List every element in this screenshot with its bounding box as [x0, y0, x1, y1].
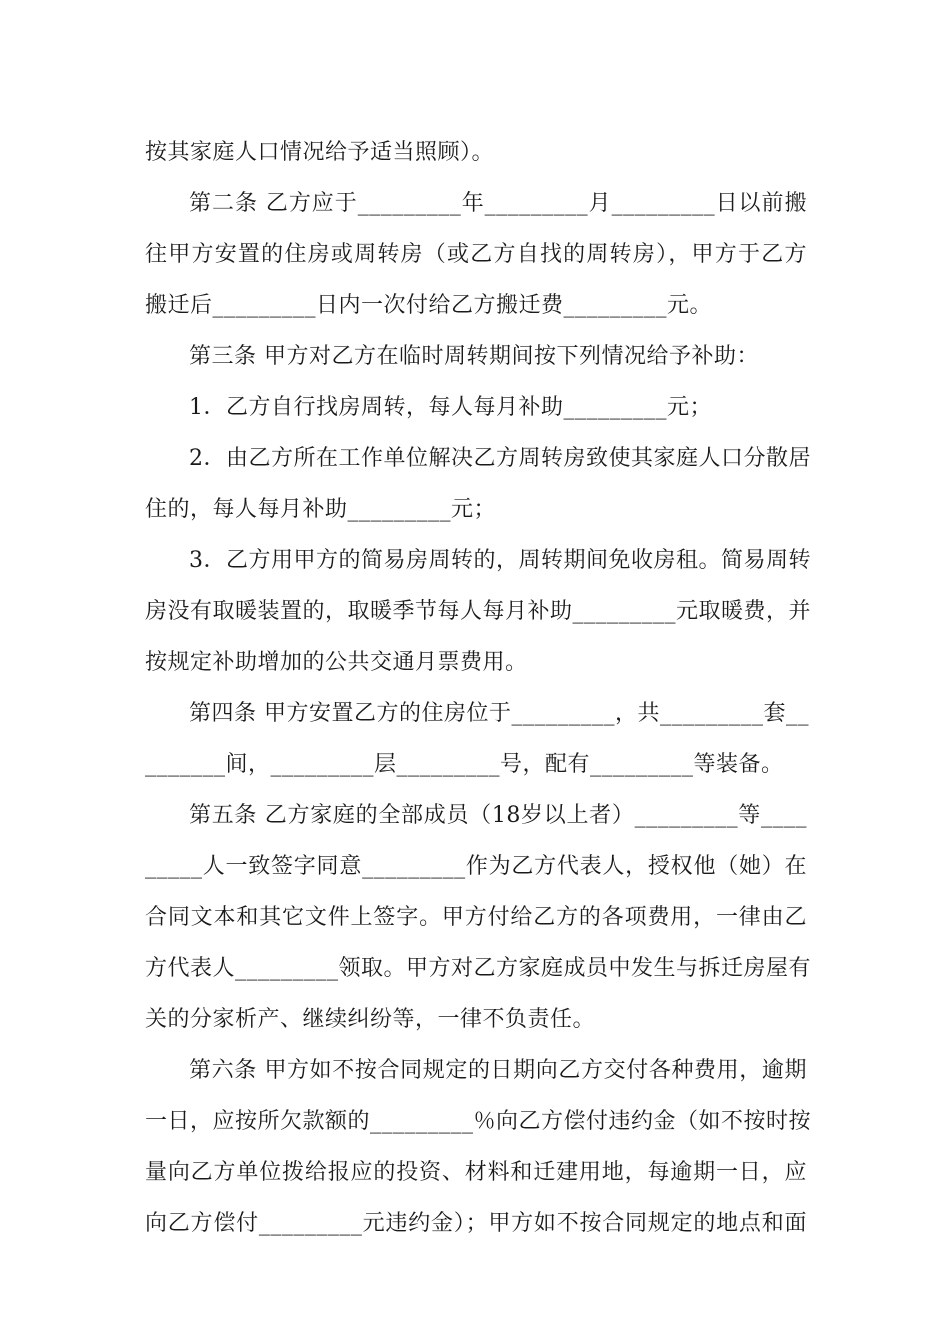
text-line: 一日，应按所欠款额的_________％向乙方偿付违约金（如不按时按	[145, 1109, 812, 1134]
list-item-1: 1．乙方自行找房周转，每人每月补助_________元；	[189, 395, 712, 420]
article-3-line: 第三条 甲方对乙方在临时周转期间按下列情况给予补助：	[189, 344, 759, 369]
text-line: 向乙方偿付_________元违约金）；甲方如不按合同规定的地点和面	[145, 1211, 807, 1236]
list-item-3: 3．乙方用甲方的简易房周转的，周转期间免收房租。简易周转	[189, 548, 811, 573]
text-line: 按其家庭人口情况给予适当照顾）。	[145, 140, 495, 165]
article-5-line: 第五条 乙方家庭的全部成员（18岁以上者）_________等____	[189, 803, 807, 828]
text-line: _____人一致签字同意_________作为乙方代表人，授权他（她）在	[145, 854, 807, 879]
text-line: 方代表人_________领取。甲方对乙方家庭成员中发生与拆迁房屋有	[145, 956, 812, 981]
article-6-line: 第六条 甲方如不按合同规定的日期向乙方交付各种费用，逾期	[189, 1058, 807, 1083]
text-line: 住的，每人每月补助_________元；	[145, 497, 497, 522]
text-line: 按规定补助增加的公共交通月票费用。	[145, 650, 528, 675]
text-line: 搬迁后_________日内一次付给乙方搬迁费_________元。	[145, 293, 713, 318]
text-line: 房没有取暖装置的，取暖季节每人每月补助_________元取暖费，并	[145, 599, 812, 624]
contract-page	[145, 127, 812, 1249]
text-line: 合同文本和其它文件上签字。甲方付给乙方的各项费用，一律由乙	[145, 905, 807, 930]
text-line: 往甲方安置的住房或周转房（或乙方自找的周转房），甲方于乙方	[145, 242, 807, 267]
article-2-line: 第二条 乙方应于_________年_________月_________日以前搬	[189, 191, 807, 216]
text-line: _______间，_________层_________号，配有_________等装备。	[145, 752, 784, 777]
text-line: 量向乙方单位拨给报应的投资、材料和迁建用地，每逾期一日，应	[145, 1160, 807, 1185]
article-4-line: 第四条 甲方安置乙方的住房位于_________，共_________套__	[189, 701, 809, 726]
list-item-2: 2．由乙方所在工作单位解决乙方周转房致使其家庭人口分散居	[189, 446, 811, 471]
text-line: 关的分家析产、继续纠纷等，一律不负责任。	[145, 1007, 596, 1032]
